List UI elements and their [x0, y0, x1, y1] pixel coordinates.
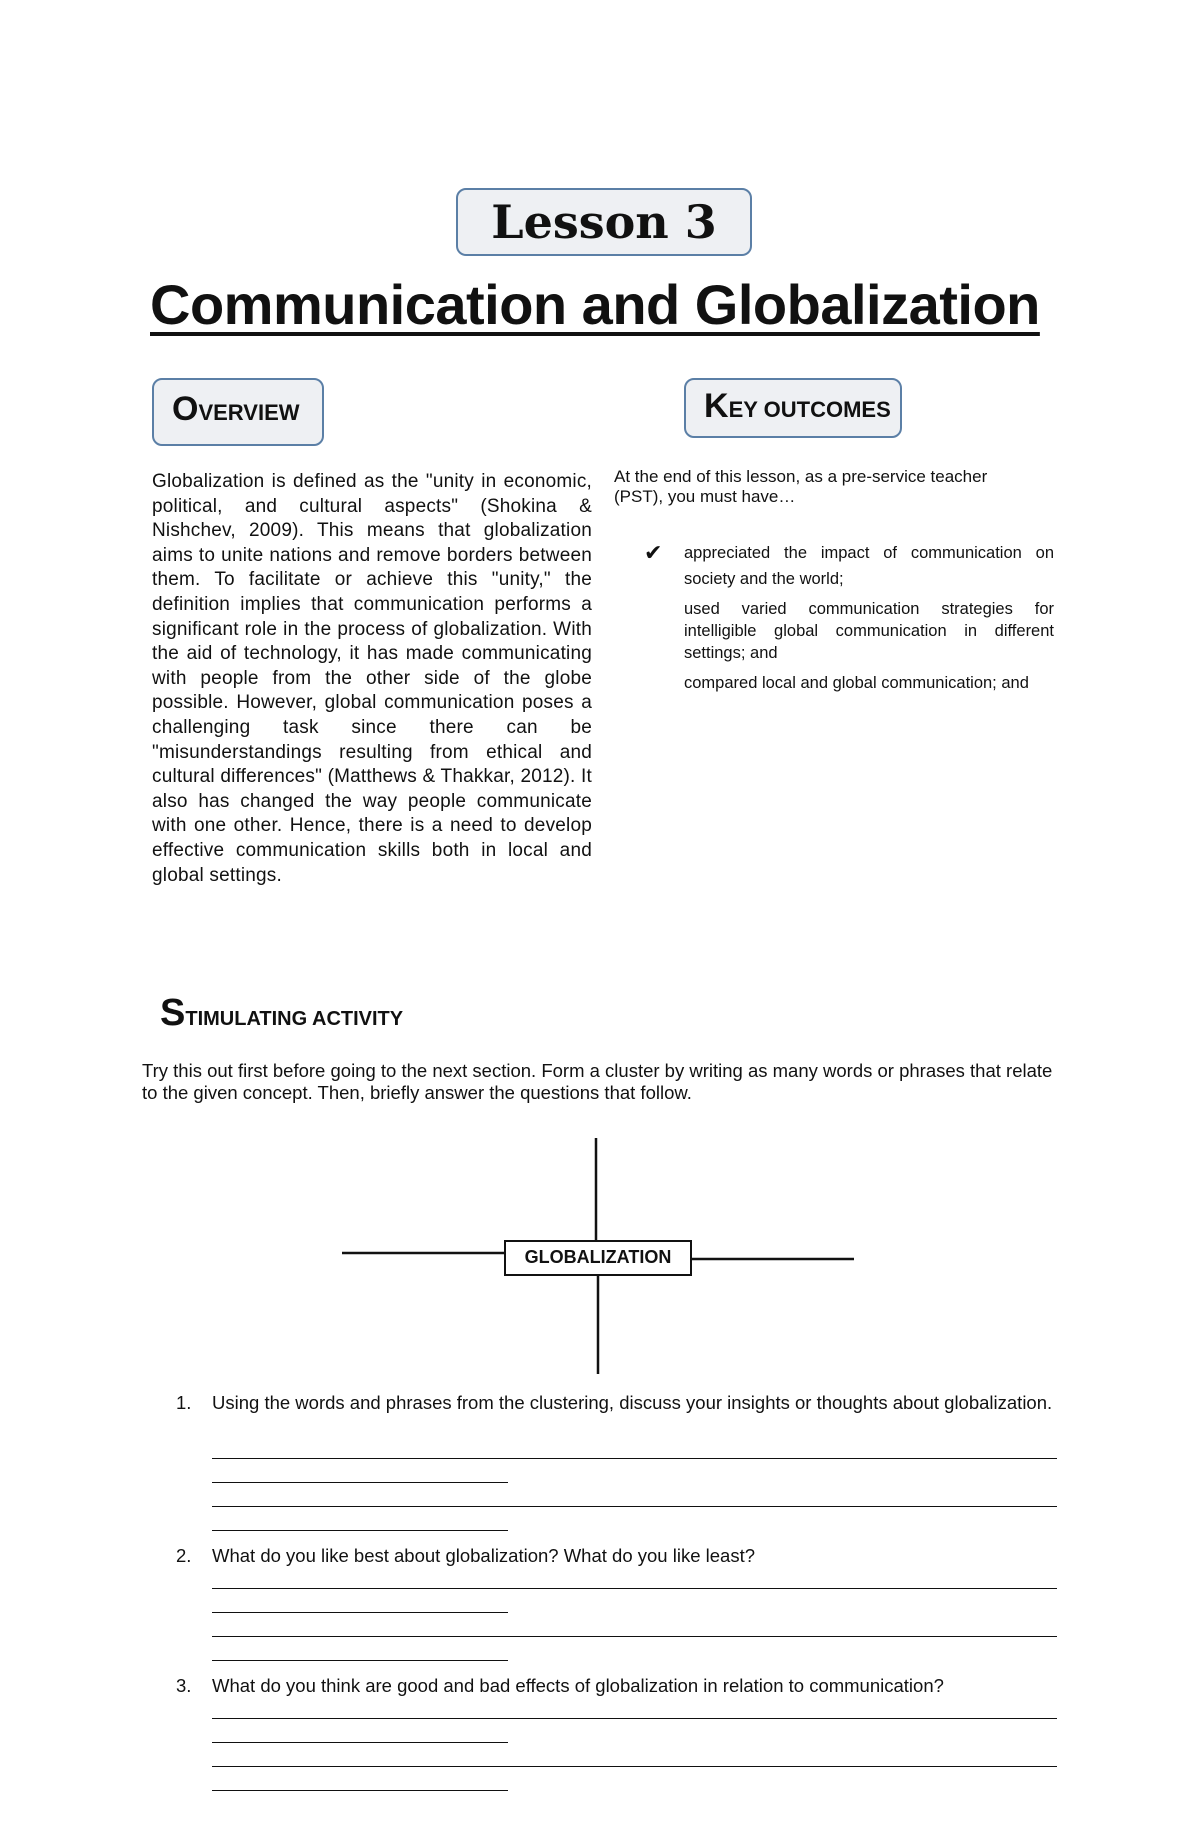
answer-line[interactable] [212, 1660, 508, 1661]
question-text: What do you like best about globalization? What do you like least? [212, 1545, 755, 1566]
key-outcomes-heading-initial: K [704, 387, 729, 425]
question-item [176, 1392, 1056, 1414]
check-icon: ✔ [644, 540, 663, 565]
overview-heading-rest: VERVIEW [198, 400, 300, 425]
outcome-item [684, 670, 1054, 696]
key-outcomes-heading-rest: EY OUTCOMES [728, 397, 891, 422]
key-outcomes-heading [684, 378, 902, 438]
question-text: Using the words and phrases from the clustering, discuss your insights or thoughts about globalization. [212, 1392, 1053, 1413]
answer-line[interactable] [212, 1530, 508, 1531]
answer-line[interactable] [212, 1458, 1057, 1459]
question-number: 3. [176, 1675, 192, 1696]
outcome-text: appreciated the impact of communication on society and the world; [684, 544, 1054, 588]
overview-heading-initial: O [172, 390, 199, 428]
outcome-text: compared local and global communication; and [684, 674, 1029, 692]
key-outcomes-intro: At the end of this lesson, as a pre-service teacher (PST), you must have… [614, 467, 988, 506]
stimulating-activity-heading [160, 992, 403, 1035]
answer-line[interactable] [212, 1718, 1057, 1719]
answer-line[interactable] [212, 1612, 508, 1613]
stimulating-activity-heading-initial: S [160, 992, 186, 1034]
activity-instructions: Try this out first before going to the next section. Form a cluster by writing as many words or phrases that relate to the given concept. Then, briefly answer the questions that follow. [142, 1060, 1053, 1103]
answer-line[interactable] [212, 1742, 508, 1743]
page-title: Communication and Globalization [150, 273, 1040, 336]
answer-line[interactable] [212, 1636, 1057, 1637]
question-item [176, 1545, 1056, 1567]
answer-line[interactable] [212, 1482, 508, 1483]
question-number: 2. [176, 1545, 192, 1566]
key-outcomes-list [644, 540, 1054, 702]
question-item [176, 1675, 1056, 1697]
question-number: 1. [176, 1392, 192, 1413]
answer-line[interactable] [212, 1588, 1057, 1589]
lesson-badge [456, 188, 752, 256]
answer-line[interactable] [212, 1790, 508, 1791]
stimulating-activity-heading-rest: TIMULATING ACTIVITY [185, 1008, 404, 1030]
overview-heading [152, 378, 324, 446]
outcome-item [684, 598, 1054, 664]
outcome-item [644, 540, 1054, 592]
cluster-center-label: GLOBALIZATION [504, 1240, 692, 1276]
outcome-text: used varied communication strategies for intelligible global communication in different settings; and [684, 600, 1054, 662]
question-text: What do you think are good and bad effects of globalization in relation to communication? [212, 1675, 944, 1696]
answer-line[interactable] [212, 1506, 1057, 1507]
overview-text: Globalization is defined as the "unity in economic, political, and cultural aspects" (Shokina & Nishchev, 2009). This means that globalization aims to unite nations and remove borders between them. To facilitate or achieve this "unity," the definition implies that communication performs a significant role in the process of globalization. With the aid of technology, it has made communicating with people from the other side of the globe possible. However, global communication poses a challenging task since there can be "misunderstandings resulting from ethical and cultural differences" (Matthews & Thakkar, 2012). It also has changed the way people communicate with one other. Hence, there is a need to develop effective communication skills both in local and global settings. [152, 471, 592, 886]
answer-line[interactable] [212, 1766, 1057, 1767]
lesson-label: Lesson 3 [491, 195, 717, 249]
